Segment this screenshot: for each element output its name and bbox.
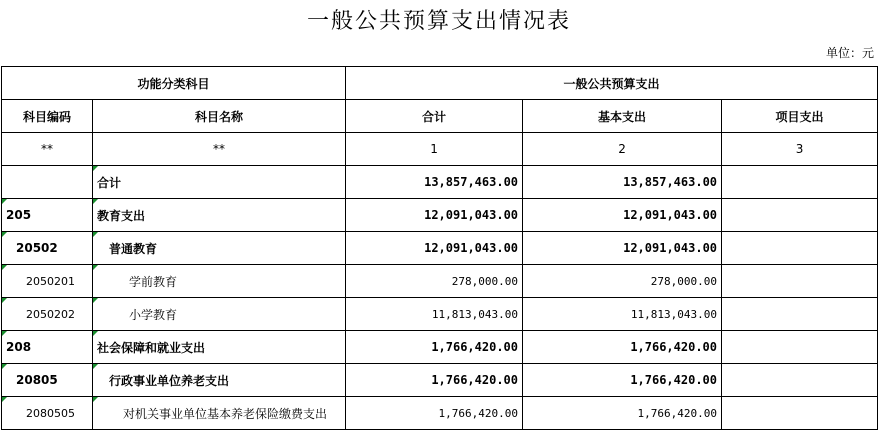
row-basic: 12,091,043.00 [523,199,722,232]
row-project [722,397,878,430]
row-name: 学前教育 [93,265,346,298]
cell-marker-icon [2,265,7,270]
row-name: 普通教育 [93,232,346,265]
cell-marker-icon [93,298,98,303]
row-code: 208 [2,331,93,364]
group-header-function: 功能分类科目 [2,67,346,100]
index-total: 1 [346,133,523,166]
row-total: 12,091,043.00 [346,232,523,265]
row-total: 11,813,043.00 [346,298,523,331]
row-name: 教育支出 [93,199,346,232]
group-header-budget: 一般公共预算支出 [346,67,878,100]
table-row [2,199,878,232]
row-basic: 11,813,043.00 [523,298,722,331]
cell-marker-icon [2,397,7,402]
row-project [722,232,878,265]
row-total: 1,766,420.00 [346,331,523,364]
row-total: 12,091,043.00 [346,199,523,232]
unit-label: 单位：元 [825,46,874,60]
row-basic: 278,000.00 [523,265,722,298]
row-name: 对机关事业单位基本养老保险缴费支出 [93,397,346,430]
row-basic: 1,766,420.00 [523,331,722,364]
row-total: 1,766,420.00 [346,364,523,397]
table-row [2,166,878,199]
row-total: 278,000.00 [346,265,523,298]
cell-marker-icon [93,232,98,237]
header-columns-row [2,100,878,133]
row-basic: 13,857,463.00 [523,166,722,199]
row-code: 205 [2,199,93,232]
cell-marker-icon [93,331,98,336]
row-total: 1,766,420.00 [346,397,523,430]
row-basic: 1,766,420.00 [523,364,722,397]
cell-marker-icon [2,331,7,336]
row-code: 2050201 [2,265,93,298]
row-basic: 1,766,420.00 [523,397,722,430]
index-row [2,133,878,166]
row-code: 20805 [2,364,93,397]
row-project [722,331,878,364]
index-project: 3 [722,133,878,166]
cell-marker-icon [93,265,98,270]
header-group-row [2,67,878,100]
col-header-basic: 基本支出 [523,100,722,133]
cell-marker-icon [2,232,7,237]
row-code: 2080505 [2,397,93,430]
cell-marker-icon [2,364,7,369]
row-total: 13,857,463.00 [346,166,523,199]
row-name: 社会保障和就业支出 [93,331,346,364]
page-title: 一般公共预算支出情况表 [306,9,571,34]
cell-marker-icon [93,364,98,369]
cell-marker-icon [93,199,98,204]
index-code: ** [2,133,93,166]
row-name: 行政事业单位养老支出 [93,364,346,397]
table-row [2,397,878,430]
row-basic: 12,091,043.00 [523,232,722,265]
col-header-total: 合计 [346,100,523,133]
index-name: ** [93,133,346,166]
row-code: 20502 [2,232,93,265]
row-project [722,298,878,331]
cell-marker-icon [2,199,7,204]
row-code [2,166,93,199]
row-name: 合计 [93,166,346,199]
table-row [2,331,878,364]
row-project [722,166,878,199]
index-basic: 2 [523,133,722,166]
cell-marker-icon [2,298,7,303]
table-row [2,232,878,265]
row-project [722,199,878,232]
table-row [2,265,878,298]
row-project [722,265,878,298]
col-header-project: 项目支出 [722,100,878,133]
col-header-code: 科目编码 [2,100,93,133]
row-name: 小学教育 [93,298,346,331]
row-code: 2050202 [2,298,93,331]
cell-marker-icon [93,397,98,402]
cell-marker-icon [93,166,98,171]
table-row [2,364,878,397]
col-header-name: 科目名称 [93,100,346,133]
row-project [722,364,878,397]
expenditure-table [1,66,878,430]
table-row [2,298,878,331]
